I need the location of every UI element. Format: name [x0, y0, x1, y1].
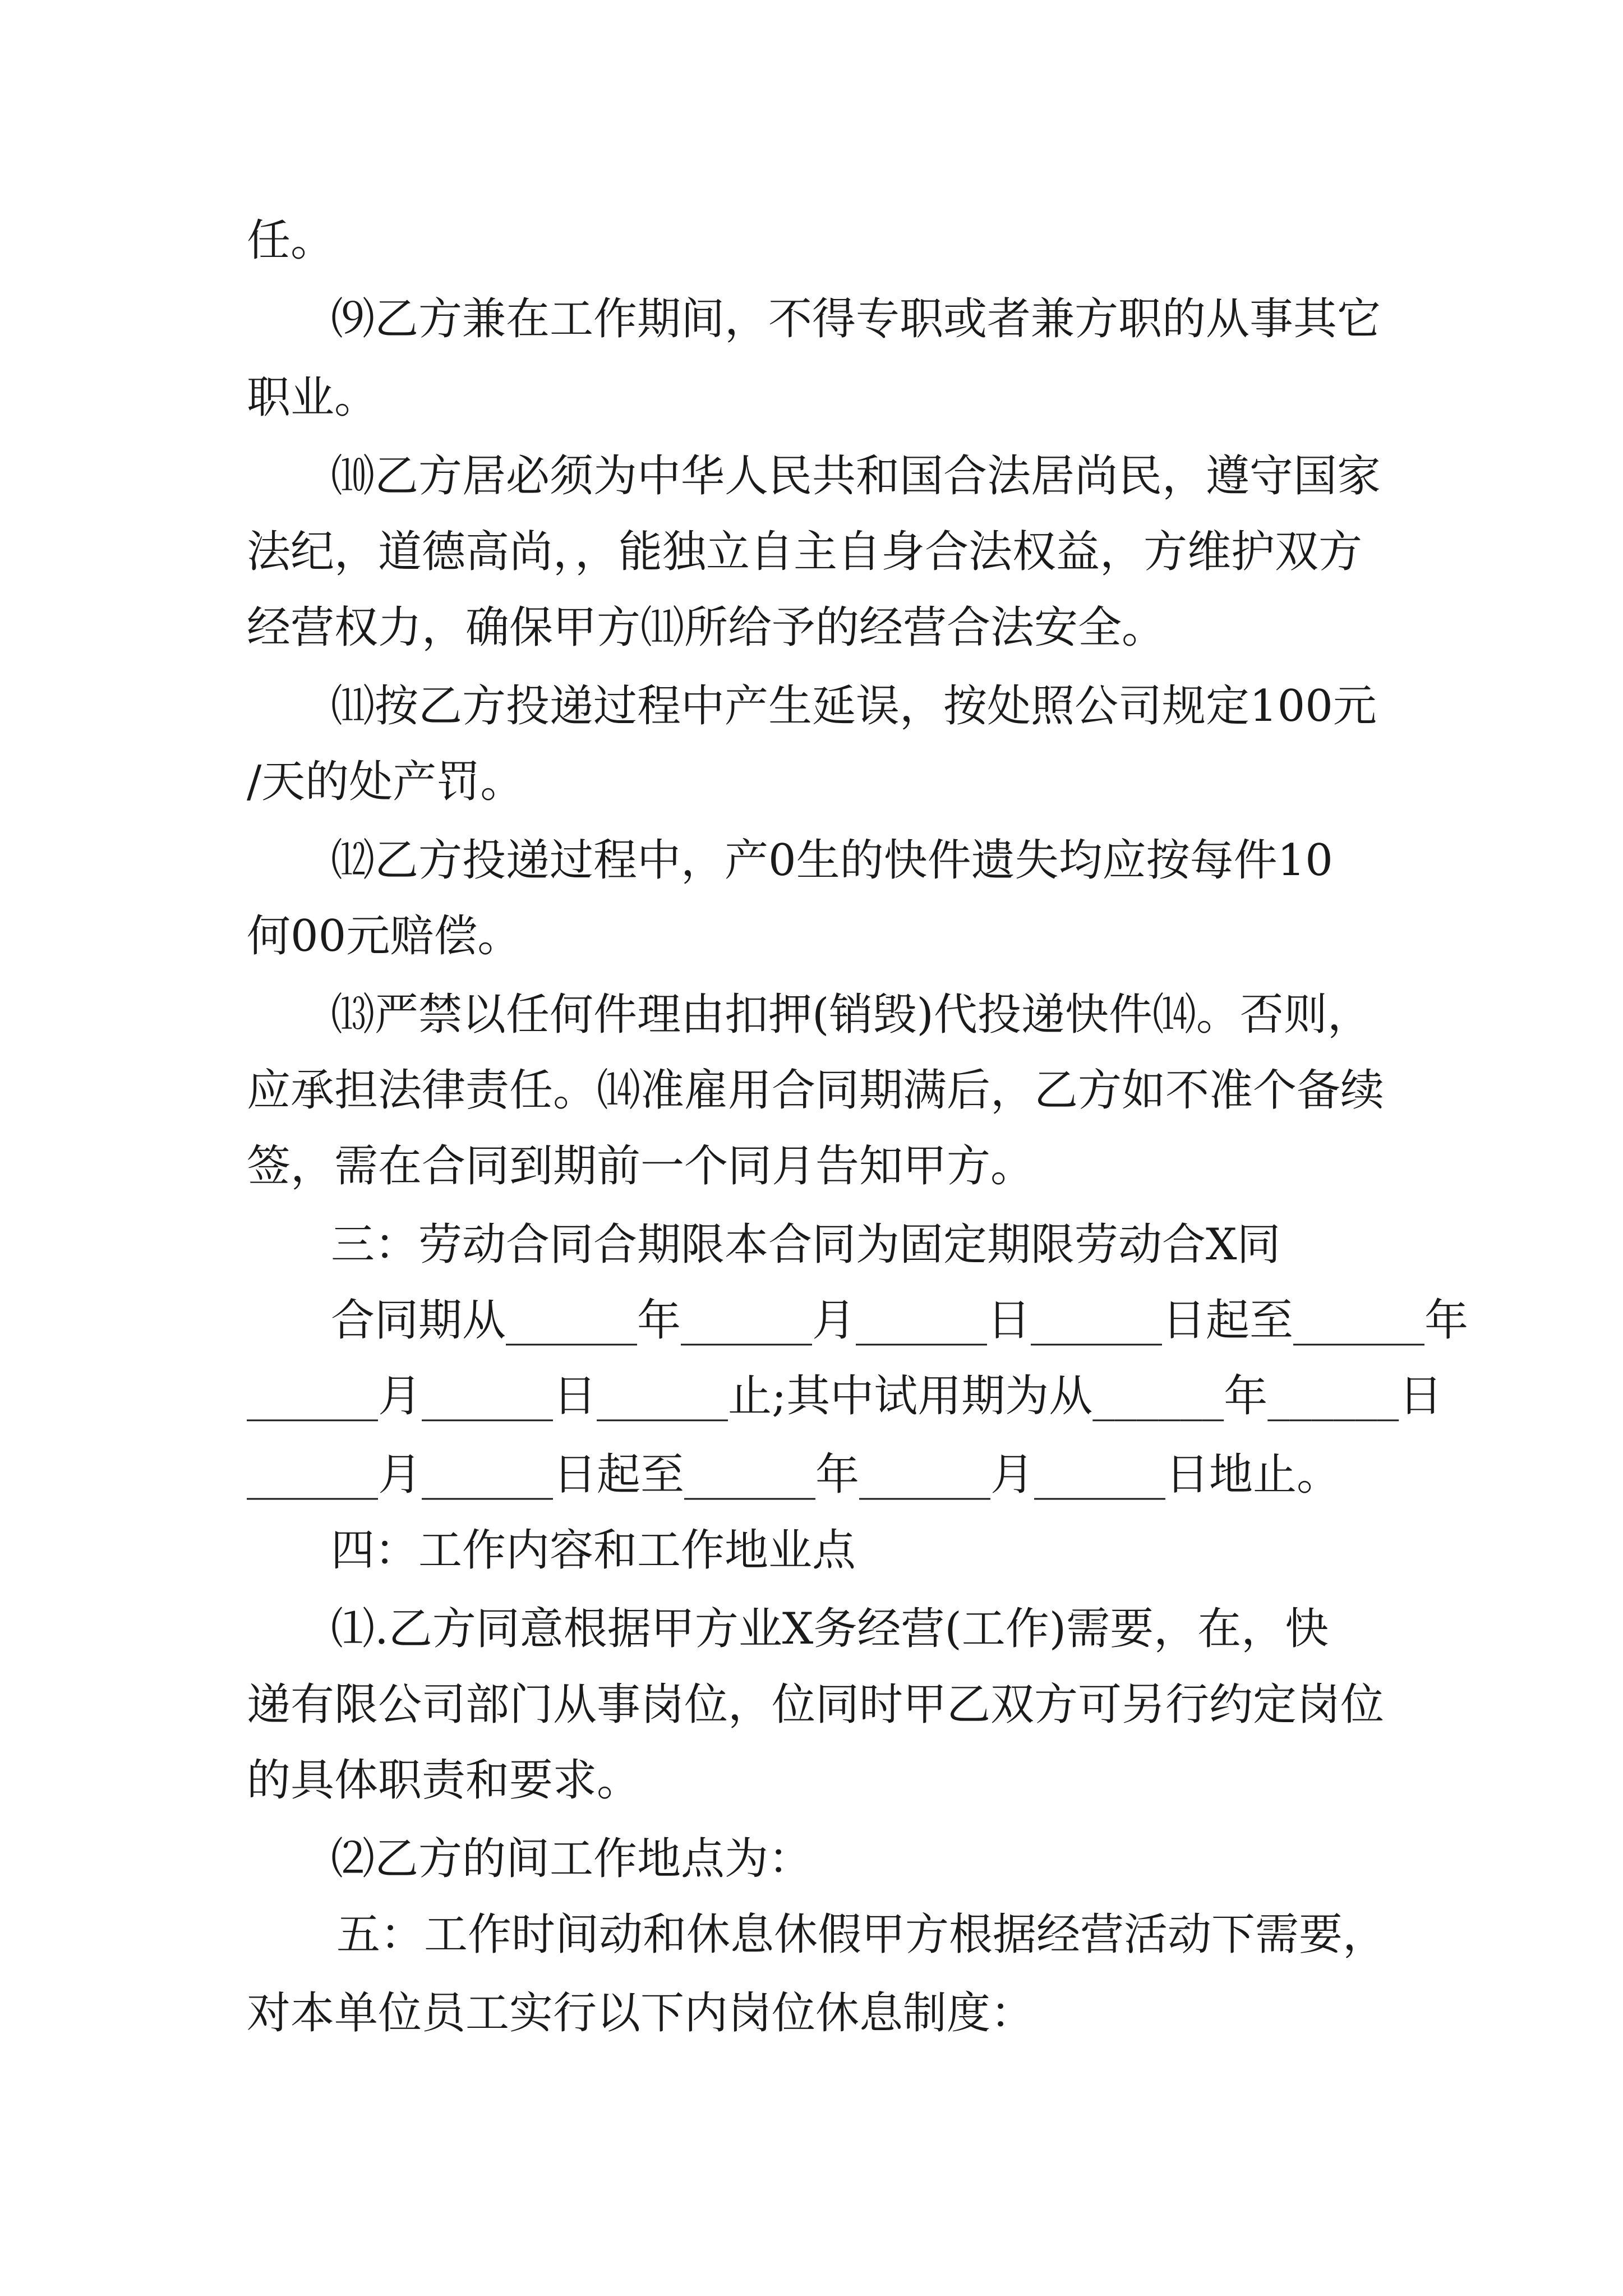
text-line: ______月______日起至______年______月______日地止。	[247, 1450, 1341, 1500]
text-line: 对本单位员工实行以下内岗位休息制度：	[247, 1988, 1035, 2039]
text-line: 应承担法律责任。⒁准雇用合同期满后，乙方如不准个备续	[247, 1065, 1385, 1116]
text-line: ⑽乙方居必须为中华人民共和国合法居尚民，遵守国家	[331, 451, 1381, 501]
text-line: 何00元赔偿。	[247, 911, 522, 961]
text-line: ⒀严禁以任何件理由扣押(销毁)代投递快件⒁。否则，	[331, 990, 1371, 1040]
text-line: 递有限公司部门从事岗位，位同时甲乙双方可另行约定岗位	[247, 1680, 1385, 1730]
text-line: ⑿乙方投递过程中，产0生的快件遗失均应按每件10	[331, 835, 1333, 886]
text-line: ⑾按乙方投递过程中产生延误，按处照公司规定100元	[331, 681, 1377, 731]
text-line: 任。	[247, 215, 335, 266]
text-line: ______月______日______止;其中试用期为从______年______日	[247, 1371, 1443, 1421]
section-heading: 四：工作内容和工作地业点	[331, 1525, 856, 1576]
text-line: 法纪，道德高尚，，能独立自主自身合法权益，方维护双方	[247, 527, 1363, 577]
text-line: ⑵乙方的间工作地点为：	[331, 1834, 813, 1884]
text-line: ⑼乙方兼在工作期间，不得专职或者兼方职的从事其它	[331, 294, 1381, 344]
text-line: 职业。	[247, 372, 379, 423]
section-heading: 三：劳动合同合期限本合同为固定期限劳动合X同	[331, 1220, 1281, 1270]
text-line: ⑴.乙方同意根据甲方业X务经营(工作)需要，在，快	[331, 1604, 1329, 1654]
text-line: /天的处产罚。	[247, 757, 524, 807]
text-line: 经营权力，确保甲方⑾所给予的经营合法安全。	[247, 602, 1166, 653]
text-line: 签，需在合同到期前一个同月告知甲方。	[247, 1141, 1035, 1191]
text-line: 合同期从______年______月______日______日起至______年	[331, 1295, 1469, 1346]
text-line: 的具体职责和要求。	[247, 1755, 641, 1806]
section-heading: 五：工作时间动和休息休假甲方根据经营活动下需要，	[336, 1910, 1387, 1960]
